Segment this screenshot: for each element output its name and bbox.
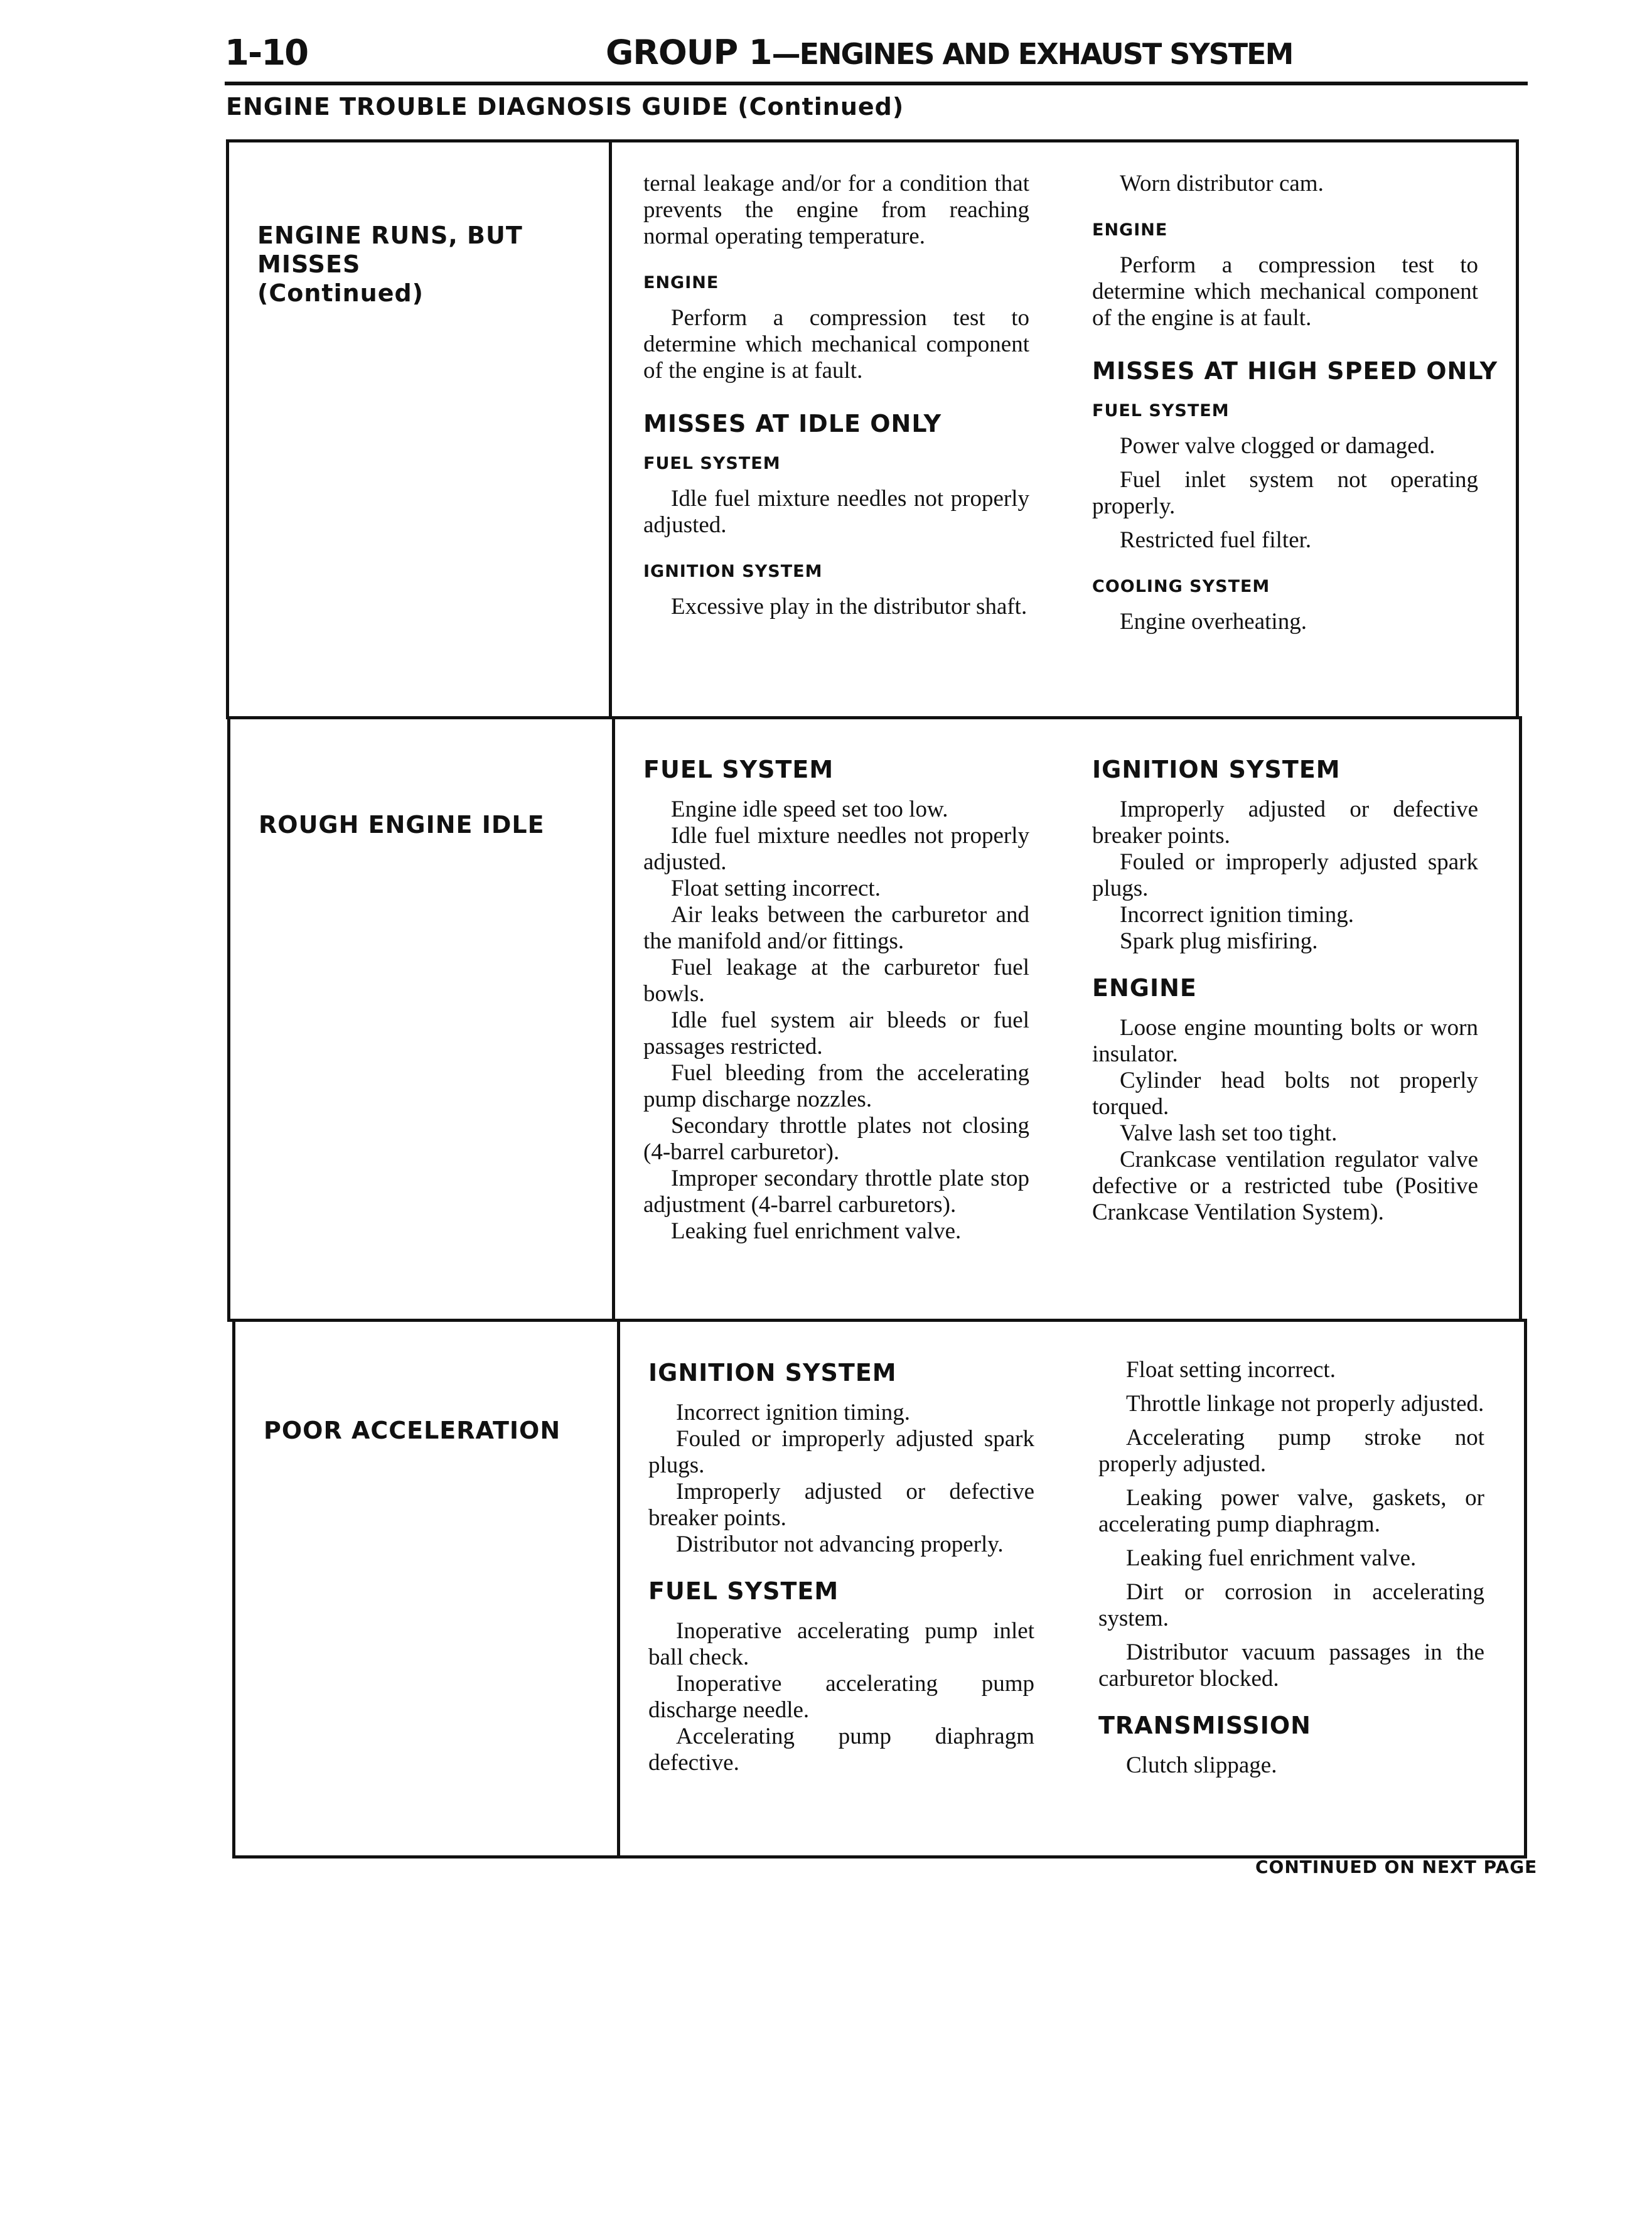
section-heading: FUEL SYSTEM (643, 756, 834, 783)
paragraph: Float setting incorrect. (1126, 1357, 1336, 1383)
guide-title: ENGINE TROUBLE DIAGNOSIS GUIDE (Continued) (226, 93, 904, 121)
group-title-main: GROUP 1 (606, 33, 772, 72)
paragraph: Improperly adjusted or defective breaker points. (648, 1479, 1034, 1531)
paragraph: Leaking fuel enrichment valve. (1126, 1545, 1417, 1571)
section-heading: MISSES AT IDLE ONLY (643, 410, 942, 437)
paragraph: Fouled or improperly adjusted spark plugs. (1092, 849, 1478, 901)
paragraph: Incorrect ignition timing. (676, 1400, 910, 1425)
paragraph: Loose engine mounting bolts or worn insulator. (1092, 1015, 1478, 1067)
paragraph: Secondary throttle plates not closing (4-barrel carburetor). (643, 1113, 1029, 1165)
paragraph: Restricted fuel filter. (1120, 527, 1312, 553)
subheading: FUEL SYSTEM (643, 454, 781, 473)
row3-col1 (648, 1360, 1034, 1776)
paragraph: Distributor not advancing properly. (676, 1531, 1004, 1557)
paragraph: Fuel leakage at the carburetor fuel bowls. (643, 955, 1029, 1007)
paragraph: Valve lash set too tight. (1120, 1120, 1338, 1146)
paragraph: Engine idle speed set too low. (671, 796, 948, 822)
subheading: IGNITION SYSTEM (643, 562, 823, 581)
group-title (606, 33, 1292, 72)
row2-col1 (643, 756, 1029, 1245)
paragraph: Worn distributor cam. (1120, 171, 1324, 196)
paragraph: Clutch slippage. (1126, 1752, 1277, 1778)
row1-col2 (1092, 171, 1498, 635)
subheading: FUEL SYSTEM (1092, 401, 1230, 421)
section-heading: IGNITION SYSTEM (648, 1359, 897, 1386)
paragraph: Idle fuel system air bleeds or fuel passages restricted. (643, 1007, 1029, 1059)
paragraph: Accelerating pump diaphragm defective. (648, 1724, 1034, 1776)
paragraph: Idle fuel mixture needles not properly adjusted. (643, 823, 1029, 875)
column-divider (612, 716, 615, 1322)
section-heading: MISSES AT HIGH SPEED ONLY (1092, 357, 1498, 385)
paragraph: Float setting incorrect. (671, 876, 881, 901)
paragraph: Perform a compression test to determine which mechanical component of the engine is at fault. (1092, 252, 1478, 331)
symptom-label: POOR ACCELERATION (264, 1417, 561, 1444)
paragraph: Improper secondary throttle plate stop adjustment (4-barrel carburetors). (643, 1166, 1029, 1218)
section-heading: FUEL SYSTEM (648, 1577, 839, 1605)
paragraph: Power valve clogged or damaged. (1120, 433, 1435, 459)
paragraph: Leaking power valve, gaskets, or accelerating pump diaphragm. (1098, 1485, 1484, 1537)
paragraph: ternal leakage and/or for a condition that prevents the engine from reaching normal operating temperature. (643, 171, 1029, 249)
column-divider (609, 139, 612, 719)
paragraph: Leaking fuel enrichment valve. (671, 1218, 962, 1244)
page-number: 1-10 (225, 33, 308, 73)
row1-col1 (643, 171, 1029, 620)
paragraph: Crankcase ventilation regulator valve defective or a restricted tube (Positive Crankcase Ventilation System). (1092, 1147, 1478, 1225)
paragraph: Idle fuel mixture needles not properly adjusted. (643, 486, 1029, 538)
section-heading: ENGINE (1092, 974, 1197, 1002)
paragraph: Incorrect ignition timing. (1120, 902, 1354, 928)
column-divider (617, 1319, 620, 1858)
subheading: ENGINE (643, 273, 719, 292)
paragraph: Improperly adjusted or defective breaker points. (1092, 796, 1478, 849)
row2-col2 (1092, 756, 1478, 1226)
subheading: COOLING SYSTEM (1092, 577, 1270, 596)
paragraph: Dirt or corrosion in accelerating system. (1098, 1579, 1484, 1631)
paragraph: Spark plug misfiring. (1120, 928, 1318, 954)
paragraph: Excessive play in the distributor shaft. (671, 594, 1027, 619)
subheading: ENGINE (1092, 220, 1168, 240)
symptom-label: ENGINE RUNS, BUT MISSES (Continued) (257, 222, 523, 307)
row3-col2 (1098, 1357, 1484, 1779)
continued-note: CONTINUED ON NEXT PAGE (1255, 1857, 1538, 1877)
paragraph: Accelerating pump stroke not properly adjusted. (1098, 1425, 1484, 1477)
paragraph: Fuel bleeding from the accelerating pump discharge nozzles. (643, 1060, 1029, 1112)
paragraph: Inoperative accelerating pump inlet ball check. (648, 1618, 1034, 1670)
paragraph: Distributor vacuum passages in the carburetor blocked. (1098, 1639, 1484, 1692)
header-rule (225, 82, 1528, 85)
paragraph: Fuel inlet system not operating properly. (1092, 467, 1478, 519)
paragraph: Fouled or improperly adjusted spark plugs. (648, 1426, 1034, 1478)
paragraph: Engine overheating. (1120, 609, 1307, 635)
paragraph: Perform a compression test to determine which mechanical component of the engine is at fault. (643, 305, 1029, 383)
section-heading: IGNITION SYSTEM (1092, 756, 1341, 783)
group-title-subtitle: —ENGINES AND EXHAUST SYSTEM (771, 37, 1293, 71)
paragraph: Inoperative accelerating pump discharge needle. (648, 1671, 1034, 1723)
paragraph: Throttle linkage not properly adjusted. (1126, 1391, 1484, 1417)
paragraph: Air leaks between the carburetor and the manifold and/or fittings. (643, 902, 1029, 954)
section-heading: TRANSMISSION (1098, 1712, 1311, 1739)
paragraph: Cylinder head bolts not properly torqued. (1092, 1068, 1478, 1120)
symptom-label: ROUGH ENGINE IDLE (259, 811, 545, 839)
